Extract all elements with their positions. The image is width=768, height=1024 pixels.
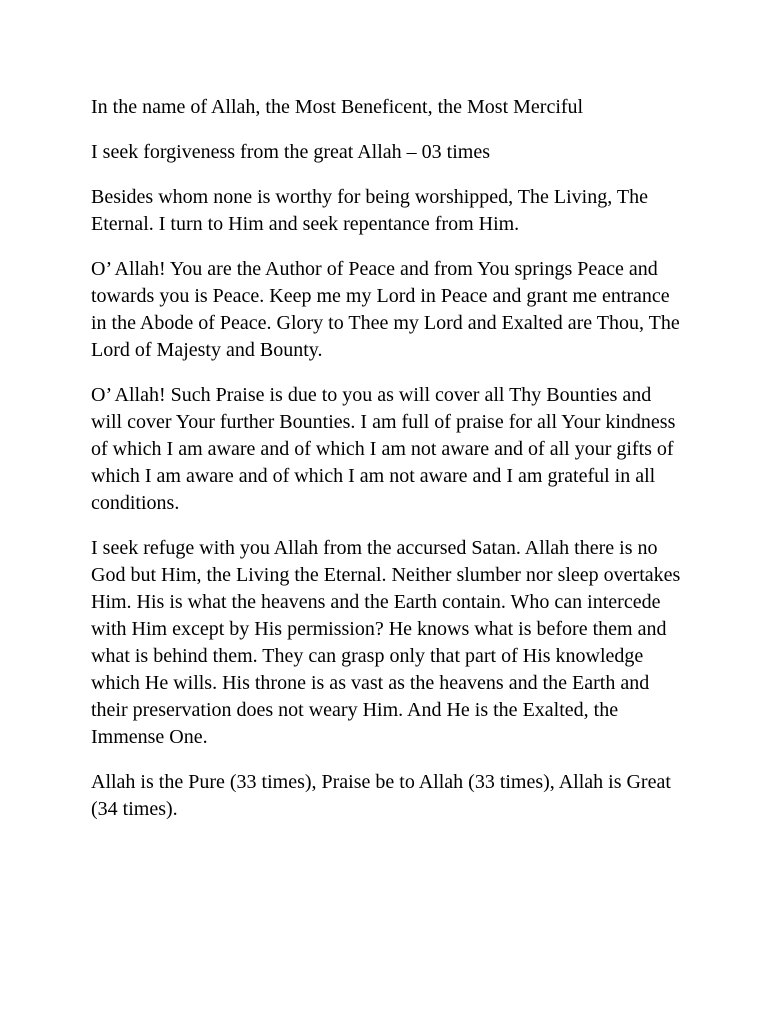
paragraph: I seek refuge with you Allah from the accursed Satan. Allah there is no God but Him, the Living the Eternal. Neither slumber nor sleep overtakes Him. His is what the heavens and the Earth contain. Who can intercede with Him except by His permission? He knows what is before them and what is behind them. They can grasp only that part of His knowledge which He wills. His throne is as vast as the heavens and the Earth and their preservation does not weary Him. And He is the Exalted, the Immense One. <box>91 537 681 748</box>
document-body <box>91 94 681 823</box>
paragraph: In the name of Allah, the Most Beneficent, the Most Merciful <box>91 96 584 118</box>
paragraph: Besides whom none is worthy for being worshipped, The Living, The Eternal. I turn to Him and seek repentance from Him. <box>91 186 648 235</box>
paragraph: I seek forgiveness from the great Allah – 03 times <box>91 141 490 163</box>
paragraph: O’ Allah! Such Praise is due to you as will cover all Thy Bounties and will cover Your further Bounties. I am full of praise for all Your kindness of which I am aware and of which I am not aware and of all your gifts of which I am aware and of which I am not aware and I am grateful in all conditions. <box>91 384 676 514</box>
paragraph: O’ Allah! You are the Author of Peace and from You springs Peace and towards you is Peace. Keep me my Lord in Peace and grant me entrance in the Abode of Peace. Glory to Thee my Lord and Exalted are Thou, The Lord of Majesty and Bounty. <box>91 258 680 361</box>
paragraph: Allah is the Pure (33 times), Praise be to Allah (33 times), Allah is Great (34 times). <box>91 771 671 820</box>
